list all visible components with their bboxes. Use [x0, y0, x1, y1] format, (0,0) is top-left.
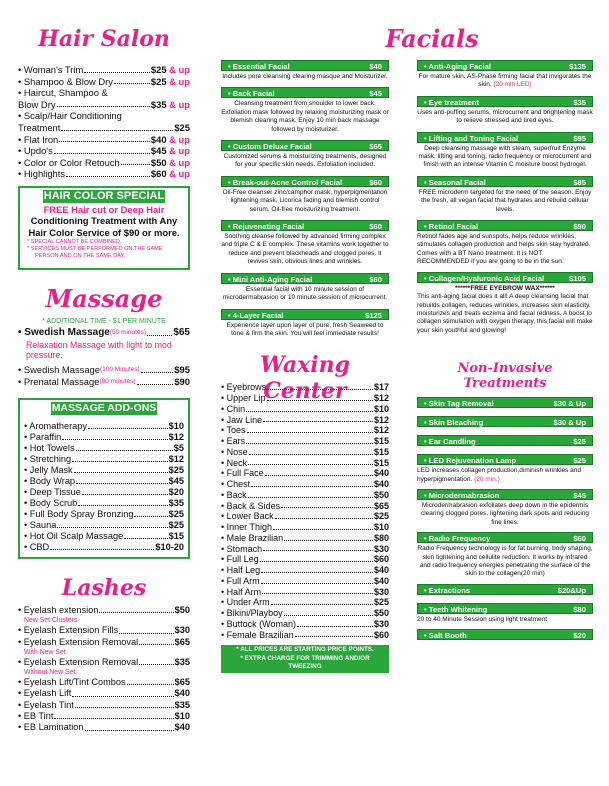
right-column [385, 0, 593, 648]
item-duration: (100 Minutes) [99, 365, 140, 373]
item-name: • Eyelash Extension Removal [18, 656, 139, 667]
lash-item [18, 605, 190, 616]
hair-item [18, 145, 190, 157]
facial-bar [221, 273, 389, 284]
facial-bar [417, 220, 593, 231]
item-name: • Ears [221, 436, 246, 447]
item-price: $35 [168, 497, 184, 508]
item-name: • Deep Tissue [24, 486, 81, 497]
waxing-item [221, 587, 389, 598]
item-name: • Eyelash extension [18, 604, 99, 615]
item-price: $30 & Up [553, 399, 586, 409]
item-name: • EB Tint [18, 711, 54, 722]
lash-item [18, 625, 190, 636]
special-note3: PERSON AND ON THE SAME DAY. [35, 253, 126, 260]
waxing-title: Waxing Center [260, 352, 350, 405]
lash-item [18, 711, 190, 722]
facial-bar [417, 132, 593, 143]
item-name: • Body Scrub [24, 497, 78, 508]
item-name: Treatment [18, 121, 61, 133]
item-price: $10-20 [155, 541, 184, 552]
item-name: • Lower Back [221, 511, 274, 522]
treatment-extra: (20 min.) [474, 475, 500, 483]
item-price: $30 [373, 618, 389, 629]
treatment-bar [417, 454, 593, 465]
waxing-item [221, 630, 389, 641]
massage-addons-header [18, 398, 190, 559]
facial-desc: Includes pore cleansing clearing masque and Moisturizer. [222, 73, 388, 80]
special-line2: Conditioning Treatment with Any [30, 215, 178, 227]
item-name: • Microdermabrasion [424, 490, 500, 500]
addon-item [24, 520, 184, 531]
item-name: • Sauna [24, 519, 57, 530]
item-price: $60 [369, 177, 382, 187]
item-price: $40 [373, 575, 389, 586]
item-price: $65 [369, 142, 382, 152]
item-name: • Upper Lip [221, 393, 266, 404]
item-price: $50 [373, 489, 389, 500]
item-name: • Rejuvenating Facial [228, 222, 305, 232]
item-price: $135 [569, 62, 586, 71]
hair-item [18, 168, 190, 180]
item-price: $60 [373, 554, 389, 565]
item-price: $50 [174, 604, 190, 615]
item-name: • Eye treatment [424, 97, 479, 107]
massage-note: * ADDITIONAL TIME - $1 PER MINUTE [42, 317, 166, 325]
item-name: • Full Leg [221, 554, 259, 565]
treatment-bar [417, 532, 593, 543]
item-price: $30 [373, 543, 389, 554]
item-price: $20&Up [557, 585, 586, 595]
item-name: • Swedish Massage [18, 326, 110, 338]
hair-item [18, 87, 190, 99]
waxing-item [221, 533, 389, 544]
item-name: • Full Arm [221, 575, 260, 586]
addon-item [24, 509, 184, 520]
item-name: • Back & Sides [221, 500, 281, 511]
hair-item [18, 76, 190, 88]
item-name: • Inner Thigh [221, 522, 273, 533]
addon-item [24, 476, 184, 487]
facial-desc: Retinol fades age and sunspots, helps reduce wrinkles, stimulates collagen production and helps skin stay hydrated. Comes with a BT Nano treatment. It is NOT RECOMMENDED if you are going to be in the sun. [417, 233, 591, 266]
massage-item [18, 364, 190, 376]
item-price: $35 [573, 97, 586, 107]
lash-sub: New Set Clusters [24, 617, 78, 625]
facial-desc: For mature skin. AS-Phase firming facial that invigorates the skin. (20 min LED) [418, 73, 592, 89]
item-price: $40 [373, 479, 389, 490]
item-name: • Eyelash Tint [18, 699, 74, 710]
special-note1: * SPECIAL CANNOT BE COMBINED. [27, 239, 122, 246]
item-name: • Salt Booth [424, 631, 467, 641]
lash-sub: Without New Set [24, 669, 76, 677]
item-price: $40 & up [150, 133, 190, 145]
waxing-item [221, 415, 389, 426]
item-name: • Flat Iron [18, 133, 59, 145]
treatment-bar [417, 416, 593, 427]
item-price: $60 & up [150, 168, 190, 180]
item-price: $30 [373, 586, 389, 597]
waxing-item [221, 479, 389, 490]
facial-desc: Soothing cleanse followed by advanced firming complex and triple C & E complex. These vitamins work together to reduce and prevent blackheads and clogged pores. It revives skin, obvious lines and wrinkles. [221, 233, 389, 266]
special-line3: Hair Color Service of $90 or more. [28, 226, 180, 238]
item-name: • Neck [221, 457, 248, 468]
item-price: $40 [369, 62, 382, 71]
item-price: $50 & up [150, 156, 190, 168]
item-price: $50 [373, 608, 389, 619]
item-price: $95 [174, 363, 190, 375]
hair-item [18, 134, 190, 146]
waxing-item [221, 576, 389, 587]
item-name: • Ear Candling [424, 437, 476, 447]
item-name: • Skin Tag Removal [424, 399, 494, 409]
facial-desc: Experience layer upon layer of pure, fresh Seaweed to tone & firm the skin. You will feel immediate results! [226, 321, 384, 337]
item-price: $12 [373, 425, 389, 436]
item-name: • Eyelash Extension Fills [18, 625, 119, 636]
item-name: • Back [221, 489, 247, 500]
waxing-item [221, 436, 389, 447]
item-price: $90 [573, 222, 586, 232]
noninvasive-list [417, 397, 593, 640]
item-price: $35 & up [150, 98, 190, 110]
item-price: $60 [373, 629, 389, 640]
addons-title: MASSAGE ADD-ONS [51, 401, 157, 414]
item-name: • Custom Deluxe Facial [228, 142, 312, 152]
addon-item [24, 487, 184, 498]
facials-mid-list [221, 60, 389, 338]
waxing-item [221, 565, 389, 576]
waxing-item [221, 490, 389, 501]
item-name: • Stomach [221, 543, 263, 554]
treatment-bar [417, 603, 593, 614]
item-price: $95 [573, 133, 586, 143]
waxing-item [221, 554, 389, 565]
item-name: • Essential Facial [228, 62, 290, 71]
item-price: $5 [173, 442, 184, 453]
waxing-item [221, 619, 389, 630]
item-name: • Break-out-Acne Control Facial [228, 177, 343, 187]
treatment-desc: LED increases collagen production,diminish wrinkles and hyperpigmentation. (20 min.) [417, 467, 582, 483]
item-price: $40 [174, 722, 190, 733]
item-price: $15 [373, 457, 389, 468]
waxing-item [221, 425, 389, 436]
waxing-note1: * ALL PRICES ARE STARTING PRICE POINTS. [236, 646, 374, 654]
item-name: • Eyelash Lift [18, 688, 72, 699]
facial-desc: FREE microderm targeted for the need of the season. Enjoy the fresh, all vegan facial that hydrates and rebuild cellular levels. [418, 188, 592, 213]
item-price: $105 [569, 273, 586, 283]
facial-bar [221, 220, 389, 231]
item-name: • Chest [221, 479, 251, 490]
item-name: • Haircut, Shampoo & [18, 87, 108, 99]
facial-extra: ******FREE EYEBROW WAX****** [455, 284, 555, 292]
item-price: $45 & up [150, 145, 190, 157]
item-duration: (80 minutes) [99, 377, 136, 385]
facial-desc: Oil-Free cleanser zinc/camphor mask, hyperpigmentation lightening mask, Licorica fading and blemish control serum. Oil-free moisturizing treatment. [222, 188, 388, 213]
massage-item [18, 327, 190, 339]
item-name: • Full Body Spray Bronzing [24, 508, 134, 519]
facial-bar [221, 87, 389, 98]
item-price: $40 [373, 468, 389, 479]
facial-bar [417, 60, 593, 71]
massage-title: Massage [45, 283, 163, 313]
facial-bar [221, 176, 389, 187]
item-name: • Highlights [18, 168, 66, 180]
item-name: • Paraffin [24, 431, 62, 442]
item-name: • Collagen/Hyaluronic Acid Facial [424, 273, 545, 283]
hair-item [18, 64, 190, 76]
massage-relax-note: Relaxation Massage with light to mod pressure. [26, 339, 172, 361]
waxing-item [221, 447, 389, 458]
item-name: • Buttock (Woman) [221, 618, 297, 629]
item-price: $25 [373, 511, 389, 522]
item-price: $10 [168, 420, 184, 431]
item-price: $25 & up [150, 75, 190, 87]
facial-extra: (20 min LED) [493, 81, 532, 89]
item-price: $60 [573, 534, 586, 544]
item-price: $20 [168, 486, 184, 497]
item-price: $40 [373, 565, 389, 576]
lashes-list [18, 605, 190, 734]
facial-bar [417, 176, 593, 187]
special-title: HAIR COLOR SPECIAL [43, 189, 165, 202]
facial-desc: Cleansing treatment from shoulder to lower back. Exfoliation mask followed by relaxing moisturizing mask or blemish clearing mask. Enjoy 10 min back massage followed by moisturizer. [221, 100, 389, 133]
special-note2: * SERVICES MUST BE PERFORMED ON THE SAME [27, 246, 163, 253]
facial-bar [221, 60, 389, 71]
item-name: • Retinol Facial [424, 222, 479, 232]
item-price: $25 [168, 519, 184, 530]
item-price: $45 [573, 490, 586, 500]
item-name: • Hot Towels [24, 442, 75, 453]
item-name: • Half Leg [221, 565, 261, 576]
item-name: • Hot Oil Scalp Massage [24, 530, 124, 541]
item-price: $40 [174, 688, 190, 699]
item-name: • Mini Anti-Aging Facial [228, 274, 313, 284]
item-name: • Prenatal Massage [18, 375, 100, 387]
massage-list [18, 327, 190, 388]
addon-item [24, 498, 184, 509]
item-name: • Full Face [221, 468, 264, 479]
item-name: • Chin [221, 403, 246, 414]
item-price: $65 [174, 677, 190, 688]
treatment-bar [417, 397, 593, 408]
item-name: • Bikini/Playboy [221, 608, 283, 619]
item-name: • Color or Color Retouch [18, 156, 120, 168]
item-price: $12 [373, 414, 389, 425]
item-price: $10 [373, 522, 389, 533]
item-name: • Back Facial [228, 89, 275, 99]
item-name: • Half Arm [221, 586, 262, 597]
addon-item [24, 542, 184, 553]
addon-item [24, 531, 184, 542]
hair-list [18, 64, 190, 180]
treatment-desc: Radio Frequency technology is for fat burning, body shaping, skin tightening and cellulite reduction. It works by infrared and radio frequency energies penetrating the surface of the skin to the collagen(20 min) [417, 545, 593, 578]
treatment-desc: 20 to 40 Minute Session using light treatment [417, 615, 548, 623]
addon-item [24, 465, 184, 476]
item-name: • Anti-Aging Facial [424, 62, 491, 71]
item-price: $65 [373, 500, 389, 511]
item-name: • Toes [221, 425, 246, 436]
treatment-desc: Microdermabrasion exfoliates deep down in the epidermis clearing clogged pores, lightening dark spots and reducing fine lines. [420, 501, 590, 526]
item-name: • Teeth Whitening [424, 604, 488, 614]
item-name: • Extractions [424, 585, 471, 595]
lash-item [18, 700, 190, 711]
item-name: • Aromatherapy [24, 420, 87, 431]
item-name: • Eyelash Extension Removal [18, 636, 139, 647]
item-price: $12 [168, 431, 184, 442]
item-name: • Seasonal Facial [424, 177, 486, 187]
waxing-list [221, 382, 389, 640]
hair-item [18, 110, 190, 122]
item-price: $15 [373, 446, 389, 457]
item-price: $80 [573, 604, 586, 614]
item-name: • Swedish Massage [18, 363, 100, 375]
addons-list [23, 421, 185, 553]
item-price: $45 [168, 475, 184, 486]
item-price: $25 & up [150, 64, 190, 75]
item-name: • Jaw Line [221, 414, 263, 425]
middle-column [221, 0, 389, 673]
lash-sub: With New Set [24, 648, 66, 656]
item-price: $25 [573, 437, 586, 447]
item-name: • Under Arm [221, 597, 270, 608]
addon-item [24, 432, 184, 443]
hair-salon-title: Hair Salon [38, 26, 170, 52]
hair-item [18, 157, 190, 169]
item-price: $30 [174, 625, 190, 636]
lash-item [18, 722, 190, 733]
item-name: • Updo's [18, 145, 53, 157]
waxing-item [221, 458, 389, 469]
item-name: • EB Lamination [18, 722, 84, 733]
facial-desc: Deep cleansing massage with steam, superfruit Enzyme mask, lifting and toning, radio frequency or microcurrent and finish with an intense Vitamin C moisture boost hydrogel. [418, 144, 592, 169]
item-price: $125 [365, 310, 382, 320]
item-name: • 4-Layer Facial [228, 310, 284, 320]
facial-desc: Uses anti-puffing serums, microcurrent and brightening mask to relieve stressed and tired eyes. [417, 108, 593, 125]
facial-bar [221, 309, 389, 320]
hair-item [18, 122, 190, 134]
item-name: Blow Dry [18, 98, 56, 110]
item-price: $80 [373, 532, 389, 543]
item-price: $25 [573, 456, 586, 466]
waxing-item [221, 468, 389, 479]
lash-item [18, 657, 190, 668]
massage-item [18, 376, 190, 388]
facial-desc: ******FREE EYEBROW WAX****** This anti-aging facial does it all! A deep cleansing facial that rebuilds collagen, reduces wrinkles, increases skin elasticity, moisturizes and treats eczema and facial redness. A boost to collagen stimulation with oxygen therapy, this facial will make your skin youthful and glowing! [417, 284, 593, 334]
item-name: • Jelly Mask [24, 464, 73, 475]
item-price: $10 [373, 403, 389, 414]
item-price: $25 [168, 508, 184, 519]
lash-item [18, 677, 190, 688]
item-name: • Female Brazilian [221, 629, 294, 640]
item-name: • Eyebrows [221, 382, 267, 393]
item-price: $17 [373, 382, 389, 393]
facial-desc: Essential facial with 10 minute session of microdermabrasion or 10 minute session of microcurrent. [222, 285, 388, 302]
waxing-item [221, 544, 389, 555]
facial-bar [221, 140, 389, 151]
item-name: • Woman's Trim [18, 64, 84, 75]
waxing-note2: * EXTRA CHARGE FOR TRIMMING AND/OR TWEEZING [240, 654, 370, 671]
addon-item [24, 443, 184, 454]
item-price: $60 [369, 274, 382, 284]
item-name: • Body Wrap [24, 475, 76, 486]
item-name: • Radio Frequency [424, 534, 491, 544]
facial-bar [417, 272, 593, 283]
waxing-item [221, 511, 389, 522]
waxing-item [221, 501, 389, 512]
item-price: $25 [168, 464, 184, 475]
item-price: $65 [174, 636, 190, 647]
waxing-item [221, 522, 389, 533]
waxing-item [221, 608, 389, 619]
treatment-bar [417, 435, 593, 446]
item-price: $15 [373, 436, 389, 447]
item-name: • Shampoo & Blow Dry [18, 75, 113, 87]
item-price: $90 [174, 375, 190, 387]
hair-color-special [18, 186, 190, 270]
item-price: $25 [373, 597, 389, 608]
item-price: $20 [573, 631, 586, 641]
waxing-item [221, 597, 389, 608]
lashes-title: Lashes [61, 574, 147, 601]
item-price: $35 [174, 656, 190, 667]
item-duration: (50 minutes) [109, 328, 146, 336]
treatment-bar [417, 629, 593, 640]
item-price: $12 [373, 393, 389, 404]
treatment-bar [417, 489, 593, 500]
addon-item [24, 454, 184, 465]
item-name: • Scalp/Hair Conditioning [18, 110, 122, 122]
item-name: • LED Rejuvenation Lamp [424, 456, 517, 466]
facials-right-list [417, 60, 593, 335]
item-price: $12 [168, 453, 184, 464]
item-name: • Eyelash Lift/Tint Combos [18, 677, 126, 688]
treatment-bar [417, 584, 593, 595]
item-price: $15 [168, 530, 184, 541]
item-price: $85 [573, 177, 586, 187]
item-name: • Skin Bleaching [424, 418, 484, 428]
waxing-notes [221, 645, 389, 673]
item-name: • Male Brazilian [221, 532, 284, 543]
facials-title: Facials [385, 24, 479, 53]
facial-bar [417, 96, 593, 107]
facial-desc: Customized serums & moisturizing treatments, designed for your specific skin needs. Exfoliation included. [223, 153, 387, 169]
item-price: $10 [174, 711, 190, 722]
item-name: • Lifting and Toning Facial [424, 133, 519, 143]
item-price: $65 [173, 326, 190, 338]
noninvasive-title: Non-Invasive Treatments [457, 361, 553, 392]
item-price: $30 & Up [553, 418, 586, 428]
lash-item [18, 637, 190, 648]
lash-item [18, 688, 190, 699]
waxing-item [221, 404, 389, 415]
item-price: $35 [174, 699, 190, 710]
item-name: • CBD [24, 541, 50, 552]
item-price: $45 [369, 89, 382, 99]
hair-item [18, 99, 190, 111]
item-price: $25 [174, 121, 190, 133]
item-name: • Stretching [24, 453, 72, 464]
left-column [18, 0, 190, 734]
item-price: $60 [369, 222, 382, 232]
item-name: • Nose [221, 446, 248, 457]
special-line1: FREE Hair cut or Deep Hair [43, 203, 165, 215]
addon-item [24, 421, 184, 432]
